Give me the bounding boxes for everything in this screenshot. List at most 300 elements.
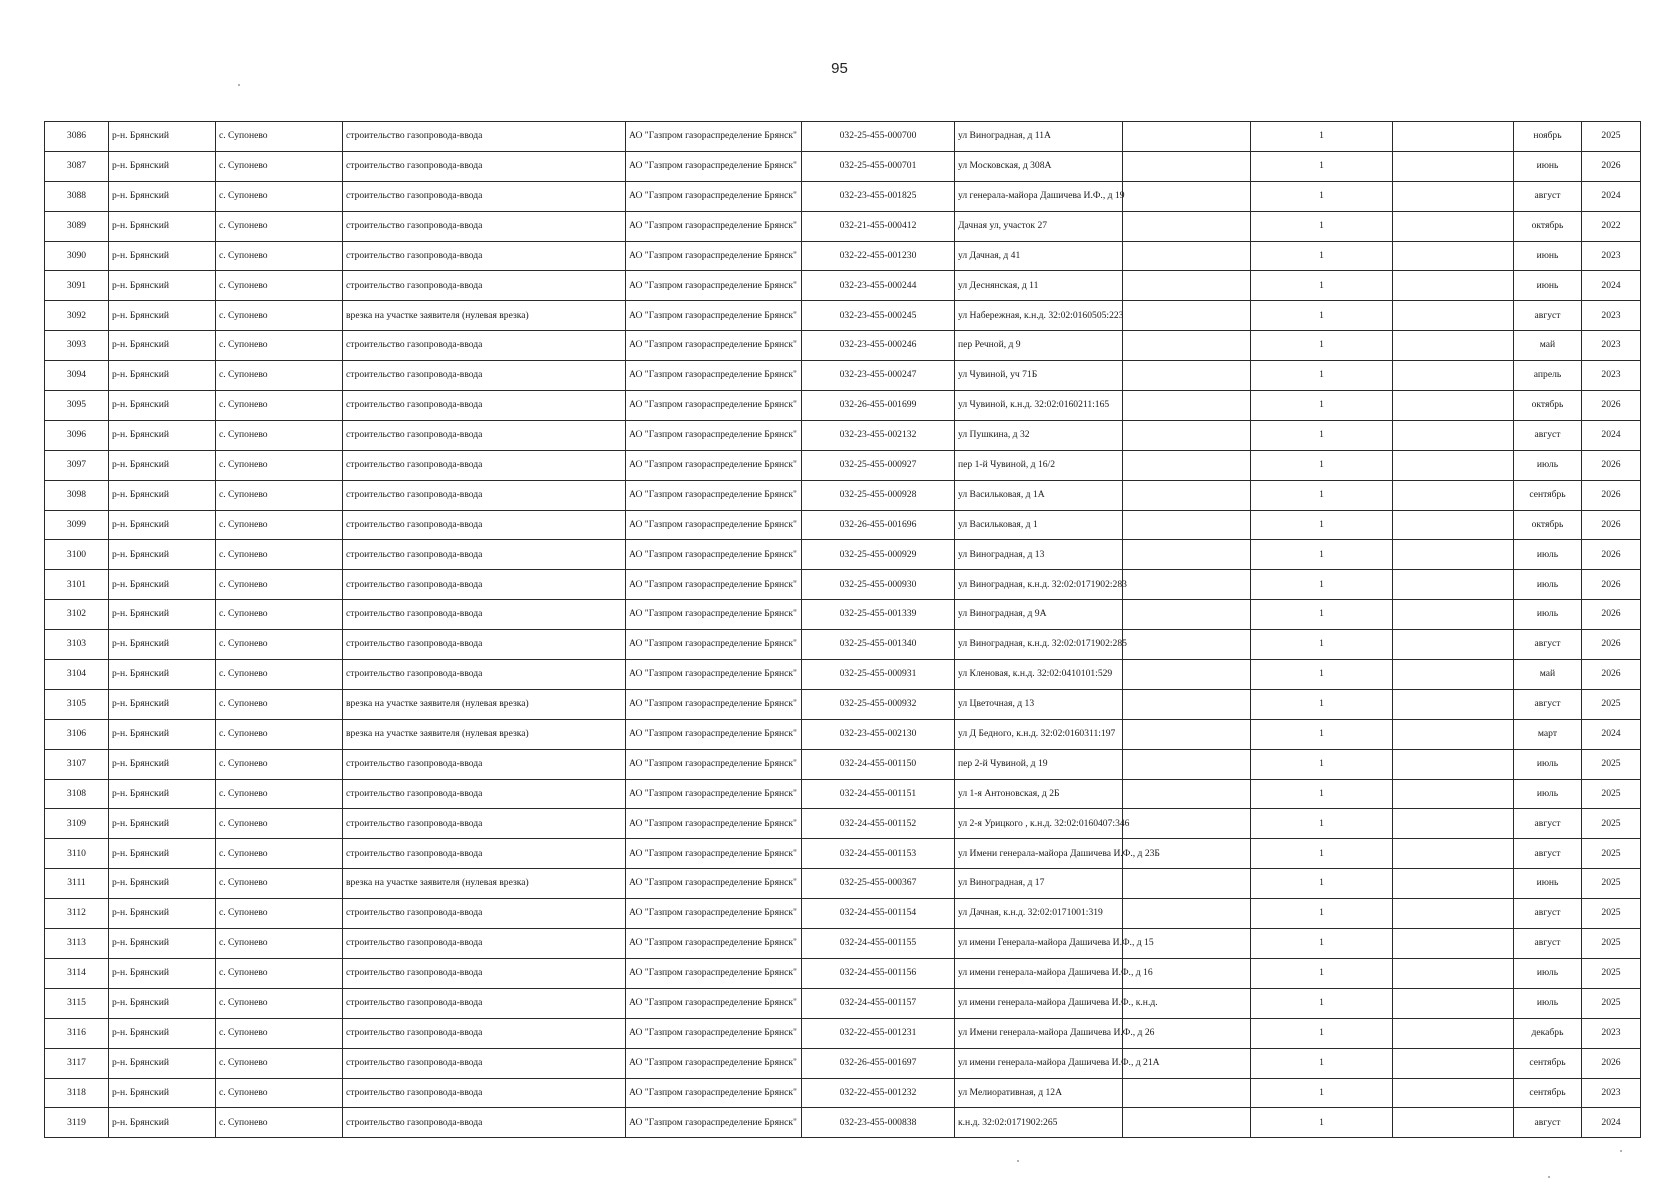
work-type-cell: строительство газопровода-ввода — [343, 211, 626, 241]
quantity-cell: 1 — [1251, 1078, 1393, 1108]
quantity-cell: 1 — [1251, 988, 1393, 1018]
document-table — [44, 121, 1641, 1138]
empty-cell — [1123, 719, 1251, 749]
work-type-cell: строительство газопровода-ввода — [343, 600, 626, 630]
application-code-cell: 032-25-455-000931 — [802, 660, 955, 690]
year-cell: 2024 — [1582, 271, 1641, 301]
year-cell: 2025 — [1582, 809, 1641, 839]
settlement-cell: с. Супонево — [216, 929, 343, 959]
settlement-cell: с. Супонево — [216, 809, 343, 839]
quantity-cell: 1 — [1251, 510, 1393, 540]
quantity-cell: 1 — [1251, 958, 1393, 988]
organization-cell: АО "Газпром газораспределение Брянск" — [626, 211, 802, 241]
table-row — [45, 1048, 1641, 1078]
empty-cell — [1123, 122, 1251, 152]
application-code-cell: 032-25-455-000927 — [802, 450, 955, 480]
settlement-cell: с. Супонево — [216, 331, 343, 361]
quantity-cell: 1 — [1251, 151, 1393, 181]
settlement-cell: с. Супонево — [216, 420, 343, 450]
empty-cell — [1123, 450, 1251, 480]
month-cell: август — [1514, 809, 1582, 839]
year-cell: 2025 — [1582, 779, 1641, 809]
quantity-cell: 1 — [1251, 301, 1393, 331]
month-cell: июль — [1514, 570, 1582, 600]
quantity-cell: 1 — [1251, 241, 1393, 271]
table-row — [45, 809, 1641, 839]
application-code-cell: 032-25-455-001339 — [802, 600, 955, 630]
district-cell: р-н. Брянский — [109, 839, 216, 869]
quantity-cell: 1 — [1251, 689, 1393, 719]
address-cell: ул Московская, д 308А — [955, 151, 1123, 181]
year-cell: 2025 — [1582, 929, 1641, 959]
quantity-cell: 1 — [1251, 929, 1393, 959]
quantity-cell: 1 — [1251, 869, 1393, 899]
empty-cell — [1123, 689, 1251, 719]
row-number: 3113 — [45, 929, 109, 959]
month-cell: август — [1514, 181, 1582, 211]
address-cell: пер 1-й Чувиной, д 16/2 — [955, 450, 1123, 480]
year-cell: 2024 — [1582, 719, 1641, 749]
quantity-cell: 1 — [1251, 1108, 1393, 1138]
empty-cell — [1393, 719, 1514, 749]
application-code-cell: 032-26-455-001696 — [802, 510, 955, 540]
quantity-cell: 1 — [1251, 630, 1393, 660]
work-type-cell: строительство газопровода-ввода — [343, 779, 626, 809]
row-number: 3104 — [45, 660, 109, 690]
month-cell: июль — [1514, 600, 1582, 630]
empty-cell — [1393, 899, 1514, 929]
district-cell: р-н. Брянский — [109, 689, 216, 719]
address-cell: ул Кленовая, к.н.д. 32:02:0410101:529 — [955, 660, 1123, 690]
settlement-cell: с. Супонево — [216, 719, 343, 749]
settlement-cell: с. Супонево — [216, 988, 343, 1018]
district-cell: р-н. Брянский — [109, 660, 216, 690]
organization-cell: АО "Газпром газораспределение Брянск" — [626, 1078, 802, 1108]
empty-cell — [1393, 660, 1514, 690]
address-cell: ул 2-я Урицкого , к.н.д. 32:02:0160407:346 — [955, 809, 1123, 839]
quantity-cell: 1 — [1251, 600, 1393, 630]
address-cell: ул Дачная, к.н.д. 32:02:0171001:319 — [955, 899, 1123, 929]
table-row — [45, 480, 1641, 510]
address-cell: ул Имени генерала-майора Дашичева И.Ф., д 23Б — [955, 839, 1123, 869]
row-number: 3098 — [45, 480, 109, 510]
row-number: 3101 — [45, 570, 109, 600]
row-number: 3111 — [45, 869, 109, 899]
work-type-cell: строительство газопровода-ввода — [343, 361, 626, 391]
table-row — [45, 301, 1641, 331]
month-cell: август — [1514, 929, 1582, 959]
application-code-cell: 032-26-455-001699 — [802, 391, 955, 421]
address-cell: ул имени генерала-майора Дашичева И.Ф., к.н.д. — [955, 988, 1123, 1018]
empty-cell — [1123, 570, 1251, 600]
month-cell: июнь — [1514, 271, 1582, 301]
application-code-cell: 032-25-455-000367 — [802, 869, 955, 899]
district-cell: р-н. Брянский — [109, 241, 216, 271]
year-cell: 2024 — [1582, 1108, 1641, 1138]
empty-cell — [1123, 301, 1251, 331]
empty-cell — [1393, 271, 1514, 301]
month-cell: июнь — [1514, 151, 1582, 181]
district-cell: р-н. Брянский — [109, 1018, 216, 1048]
month-cell: июль — [1514, 988, 1582, 1018]
row-number: 3100 — [45, 540, 109, 570]
table-row — [45, 869, 1641, 899]
empty-cell — [1123, 779, 1251, 809]
month-cell: сентябрь — [1514, 480, 1582, 510]
year-cell: 2026 — [1582, 600, 1641, 630]
work-type-cell: строительство газопровода-ввода — [343, 420, 626, 450]
organization-cell: АО "Газпром газораспределение Брянск" — [626, 869, 802, 899]
quantity-cell: 1 — [1251, 450, 1393, 480]
table-row — [45, 630, 1641, 660]
empty-cell — [1123, 241, 1251, 271]
organization-cell: АО "Газпром газораспределение Брянск" — [626, 540, 802, 570]
organization-cell: АО "Газпром газораспределение Брянск" — [626, 809, 802, 839]
row-number: 3087 — [45, 151, 109, 181]
application-code-cell: 032-25-455-000928 — [802, 480, 955, 510]
application-code-cell: 032-23-455-000245 — [802, 301, 955, 331]
table-row — [45, 1108, 1641, 1138]
settlement-cell: с. Супонево — [216, 570, 343, 600]
table-row — [45, 391, 1641, 421]
table-row — [45, 779, 1641, 809]
organization-cell: АО "Газпром газораспределение Брянск" — [626, 929, 802, 959]
year-cell: 2026 — [1582, 630, 1641, 660]
application-code-cell: 032-24-455-001152 — [802, 809, 955, 839]
address-cell: ул Дачная, д 41 — [955, 241, 1123, 271]
district-cell: р-н. Брянский — [109, 510, 216, 540]
empty-cell — [1393, 211, 1514, 241]
row-number: 3103 — [45, 630, 109, 660]
year-cell: 2025 — [1582, 988, 1641, 1018]
district-cell: р-н. Брянский — [109, 1108, 216, 1138]
month-cell: май — [1514, 660, 1582, 690]
row-number: 3091 — [45, 271, 109, 301]
row-number: 3088 — [45, 181, 109, 211]
organization-cell: АО "Газпром газораспределение Брянск" — [626, 719, 802, 749]
empty-cell — [1393, 301, 1514, 331]
organization-cell: АО "Газпром газораспределение Брянск" — [626, 271, 802, 301]
row-number: 3115 — [45, 988, 109, 1018]
address-cell: ул Пушкина, д 32 — [955, 420, 1123, 450]
settlement-cell: с. Супонево — [216, 361, 343, 391]
work-type-cell: строительство газопровода-ввода — [343, 450, 626, 480]
organization-cell: АО "Газпром газораспределение Брянск" — [626, 839, 802, 869]
table-row — [45, 122, 1641, 152]
year-cell: 2025 — [1582, 958, 1641, 988]
row-number: 3102 — [45, 600, 109, 630]
address-cell: ул Васильковая, д 1 — [955, 510, 1123, 540]
table-body — [45, 122, 1641, 1138]
month-cell: декабрь — [1514, 1018, 1582, 1048]
work-type-cell: строительство газопровода-ввода — [343, 1048, 626, 1078]
month-cell: август — [1514, 420, 1582, 450]
organization-cell: АО "Газпром газораспределение Брянск" — [626, 241, 802, 271]
table-row — [45, 1078, 1641, 1108]
organization-cell: АО "Газпром газораспределение Брянск" — [626, 1108, 802, 1138]
work-type-cell: строительство газопровода-ввода — [343, 181, 626, 211]
table-row — [45, 420, 1641, 450]
work-type-cell: строительство газопровода-ввода — [343, 839, 626, 869]
row-number: 3106 — [45, 719, 109, 749]
month-cell: апрель — [1514, 361, 1582, 391]
empty-cell — [1393, 570, 1514, 600]
table-row — [45, 839, 1641, 869]
empty-cell — [1123, 660, 1251, 690]
year-cell: 2025 — [1582, 899, 1641, 929]
address-cell: ул Виноградная, д 9А — [955, 600, 1123, 630]
year-cell: 2023 — [1582, 1018, 1641, 1048]
settlement-cell: с. Супонево — [216, 689, 343, 719]
district-cell: р-н. Брянский — [109, 958, 216, 988]
organization-cell: АО "Газпром газораспределение Брянск" — [626, 988, 802, 1018]
month-cell: август — [1514, 839, 1582, 869]
row-number: 3119 — [45, 1108, 109, 1138]
settlement-cell: с. Супонево — [216, 630, 343, 660]
address-cell: пер 2-й Чувиной, д 19 — [955, 749, 1123, 779]
empty-cell — [1123, 600, 1251, 630]
empty-cell — [1123, 899, 1251, 929]
year-cell: 2022 — [1582, 211, 1641, 241]
table-row — [45, 331, 1641, 361]
application-code-cell: 032-24-455-001154 — [802, 899, 955, 929]
quantity-cell: 1 — [1251, 749, 1393, 779]
address-cell: ул Д Бедного, к.н.д. 32:02:0160311:197 — [955, 719, 1123, 749]
district-cell: р-н. Брянский — [109, 749, 216, 779]
address-cell: пер Речной, д 9 — [955, 331, 1123, 361]
quantity-cell: 1 — [1251, 719, 1393, 749]
row-number: 3118 — [45, 1078, 109, 1108]
work-type-cell: строительство газопровода-ввода — [343, 749, 626, 779]
table-row — [45, 151, 1641, 181]
district-cell: р-н. Брянский — [109, 600, 216, 630]
district-cell: р-н. Брянский — [109, 331, 216, 361]
empty-cell — [1393, 1018, 1514, 1048]
organization-cell: АО "Газпром газораспределение Брянск" — [626, 958, 802, 988]
empty-cell — [1393, 779, 1514, 809]
table-row — [45, 450, 1641, 480]
work-type-cell: строительство газопровода-ввода — [343, 1078, 626, 1108]
work-type-cell: строительство газопровода-ввода — [343, 958, 626, 988]
address-cell: ул имени генерала-майора Дашичева И.Ф., д 21А — [955, 1048, 1123, 1078]
row-number: 3099 — [45, 510, 109, 540]
organization-cell: АО "Газпром газораспределение Брянск" — [626, 480, 802, 510]
settlement-cell: с. Супонево — [216, 211, 343, 241]
application-code-cell: 032-24-455-001155 — [802, 929, 955, 959]
address-cell: ул Виноградная, к.н.д. 32:02:0171902:283 — [955, 570, 1123, 600]
empty-cell — [1393, 869, 1514, 899]
year-cell: 2026 — [1582, 480, 1641, 510]
month-cell: август — [1514, 1108, 1582, 1138]
quantity-cell: 1 — [1251, 480, 1393, 510]
month-cell: март — [1514, 719, 1582, 749]
year-cell: 2024 — [1582, 181, 1641, 211]
row-number: 3093 — [45, 331, 109, 361]
settlement-cell: с. Супонево — [216, 958, 343, 988]
empty-cell — [1393, 241, 1514, 271]
address-cell: ул Мелиоративная, д 12А — [955, 1078, 1123, 1108]
district-cell: р-н. Брянский — [109, 869, 216, 899]
empty-cell — [1393, 988, 1514, 1018]
table-row — [45, 929, 1641, 959]
quantity-cell: 1 — [1251, 420, 1393, 450]
settlement-cell: с. Супонево — [216, 839, 343, 869]
year-cell: 2026 — [1582, 540, 1641, 570]
row-number: 3109 — [45, 809, 109, 839]
year-cell: 2023 — [1582, 301, 1641, 331]
organization-cell: АО "Газпром газораспределение Брянск" — [626, 151, 802, 181]
row-number: 3108 — [45, 779, 109, 809]
district-cell: р-н. Брянский — [109, 1078, 216, 1108]
empty-cell — [1123, 1108, 1251, 1138]
empty-cell — [1393, 689, 1514, 719]
empty-cell — [1393, 510, 1514, 540]
organization-cell: АО "Газпром газораспределение Брянск" — [626, 630, 802, 660]
month-cell: октябрь — [1514, 391, 1582, 421]
month-cell: август — [1514, 899, 1582, 929]
month-cell: август — [1514, 630, 1582, 660]
work-type-cell: врезка на участке заявителя (нулевая врезка) — [343, 301, 626, 331]
month-cell: июль — [1514, 450, 1582, 480]
settlement-cell: с. Супонево — [216, 600, 343, 630]
district-cell: р-н. Брянский — [109, 122, 216, 152]
scan-speck — [1548, 1176, 1550, 1178]
year-cell: 2023 — [1582, 1078, 1641, 1108]
month-cell: июнь — [1514, 869, 1582, 899]
district-cell: р-н. Брянский — [109, 988, 216, 1018]
empty-cell — [1393, 929, 1514, 959]
empty-cell — [1393, 1048, 1514, 1078]
table-row — [45, 570, 1641, 600]
month-cell: сентябрь — [1514, 1048, 1582, 1078]
year-cell: 2026 — [1582, 510, 1641, 540]
district-cell: р-н. Брянский — [109, 361, 216, 391]
work-type-cell: врезка на участке заявителя (нулевая врезка) — [343, 869, 626, 899]
quantity-cell: 1 — [1251, 122, 1393, 152]
quantity-cell: 1 — [1251, 809, 1393, 839]
empty-cell — [1123, 540, 1251, 570]
empty-cell — [1123, 181, 1251, 211]
district-cell: р-н. Брянский — [109, 630, 216, 660]
row-number: 3112 — [45, 899, 109, 929]
organization-cell: АО "Газпром газораспределение Брянск" — [626, 749, 802, 779]
table-row — [45, 271, 1641, 301]
row-number: 3105 — [45, 689, 109, 719]
year-cell: 2025 — [1582, 869, 1641, 899]
empty-cell — [1123, 630, 1251, 660]
organization-cell: АО "Газпром газораспределение Брянск" — [626, 899, 802, 929]
application-code-cell: 032-26-455-001697 — [802, 1048, 955, 1078]
table-row — [45, 749, 1641, 779]
district-cell: р-н. Брянский — [109, 809, 216, 839]
quantity-cell: 1 — [1251, 211, 1393, 241]
address-cell: ул имени Генерала-майора Дашичева И.Ф., д 15 — [955, 929, 1123, 959]
empty-cell — [1393, 181, 1514, 211]
table-row — [45, 540, 1641, 570]
organization-cell: АО "Газпром газораспределение Брянск" — [626, 1018, 802, 1048]
organization-cell: АО "Газпром газораспределение Брянск" — [626, 1048, 802, 1078]
district-cell: р-н. Брянский — [109, 480, 216, 510]
district-cell: р-н. Брянский — [109, 420, 216, 450]
application-code-cell: 032-22-455-001231 — [802, 1018, 955, 1048]
year-cell: 2025 — [1582, 839, 1641, 869]
organization-cell: АО "Газпром газораспределение Брянск" — [626, 420, 802, 450]
month-cell: август — [1514, 689, 1582, 719]
address-cell: ул Чувиной, к.н.д. 32:02:0160211:165 — [955, 391, 1123, 421]
empty-cell — [1393, 122, 1514, 152]
empty-cell — [1393, 1078, 1514, 1108]
work-type-cell: строительство газопровода-ввода — [343, 510, 626, 540]
address-cell: ул имени генерала-майора Дашичева И.Ф., д 16 — [955, 958, 1123, 988]
work-type-cell: врезка на участке заявителя (нулевая врезка) — [343, 689, 626, 719]
application-code-cell: 032-21-455-000412 — [802, 211, 955, 241]
table-row — [45, 719, 1641, 749]
scan-speck — [1620, 1150, 1622, 1152]
empty-cell — [1393, 1108, 1514, 1138]
empty-cell — [1393, 391, 1514, 421]
empty-cell — [1393, 331, 1514, 361]
quantity-cell: 1 — [1251, 839, 1393, 869]
application-code-cell: 032-25-455-000929 — [802, 540, 955, 570]
row-number: 3097 — [45, 450, 109, 480]
work-type-cell: строительство газопровода-ввода — [343, 899, 626, 929]
organization-cell: АО "Газпром газораспределение Брянск" — [626, 660, 802, 690]
settlement-cell: с. Супонево — [216, 779, 343, 809]
settlement-cell: с. Супонево — [216, 1108, 343, 1138]
organization-cell: АО "Газпром газораспределение Брянск" — [626, 391, 802, 421]
work-type-cell: строительство газопровода-ввода — [343, 480, 626, 510]
district-cell: р-н. Брянский — [109, 301, 216, 331]
month-cell: май — [1514, 331, 1582, 361]
row-number: 3094 — [45, 361, 109, 391]
application-code-cell: 032-25-455-000701 — [802, 151, 955, 181]
quantity-cell: 1 — [1251, 899, 1393, 929]
empty-cell — [1393, 540, 1514, 570]
year-cell: 2026 — [1582, 450, 1641, 480]
address-cell: ул 1-я Антоновская, д 2Б — [955, 779, 1123, 809]
organization-cell: АО "Газпром газораспределение Брянск" — [626, 301, 802, 331]
page-number: 95 — [831, 60, 848, 77]
organization-cell: АО "Газпром газораспределение Брянск" — [626, 510, 802, 540]
quantity-cell: 1 — [1251, 361, 1393, 391]
month-cell: июль — [1514, 540, 1582, 570]
table-row — [45, 181, 1641, 211]
application-code-cell: 032-23-455-000838 — [802, 1108, 955, 1138]
empty-cell — [1123, 480, 1251, 510]
empty-cell — [1393, 480, 1514, 510]
row-number: 3110 — [45, 839, 109, 869]
work-type-cell: строительство газопровода-ввода — [343, 241, 626, 271]
table-row — [45, 361, 1641, 391]
empty-cell — [1123, 809, 1251, 839]
district-cell: р-н. Брянский — [109, 719, 216, 749]
settlement-cell: с. Супонево — [216, 540, 343, 570]
quantity-cell: 1 — [1251, 779, 1393, 809]
empty-cell — [1123, 331, 1251, 361]
application-code-cell: 032-23-455-002132 — [802, 420, 955, 450]
application-code-cell: 032-23-455-000244 — [802, 271, 955, 301]
row-number: 3086 — [45, 122, 109, 152]
address-cell: ул Виноградная, д 11А — [955, 122, 1123, 152]
settlement-cell: с. Супонево — [216, 122, 343, 152]
quantity-cell: 1 — [1251, 540, 1393, 570]
year-cell: 2026 — [1582, 570, 1641, 600]
organization-cell: АО "Газпром газораспределение Брянск" — [626, 600, 802, 630]
address-cell: ул Деснянская, д 11 — [955, 271, 1123, 301]
year-cell: 2026 — [1582, 151, 1641, 181]
empty-cell — [1123, 420, 1251, 450]
table-row — [45, 988, 1641, 1018]
